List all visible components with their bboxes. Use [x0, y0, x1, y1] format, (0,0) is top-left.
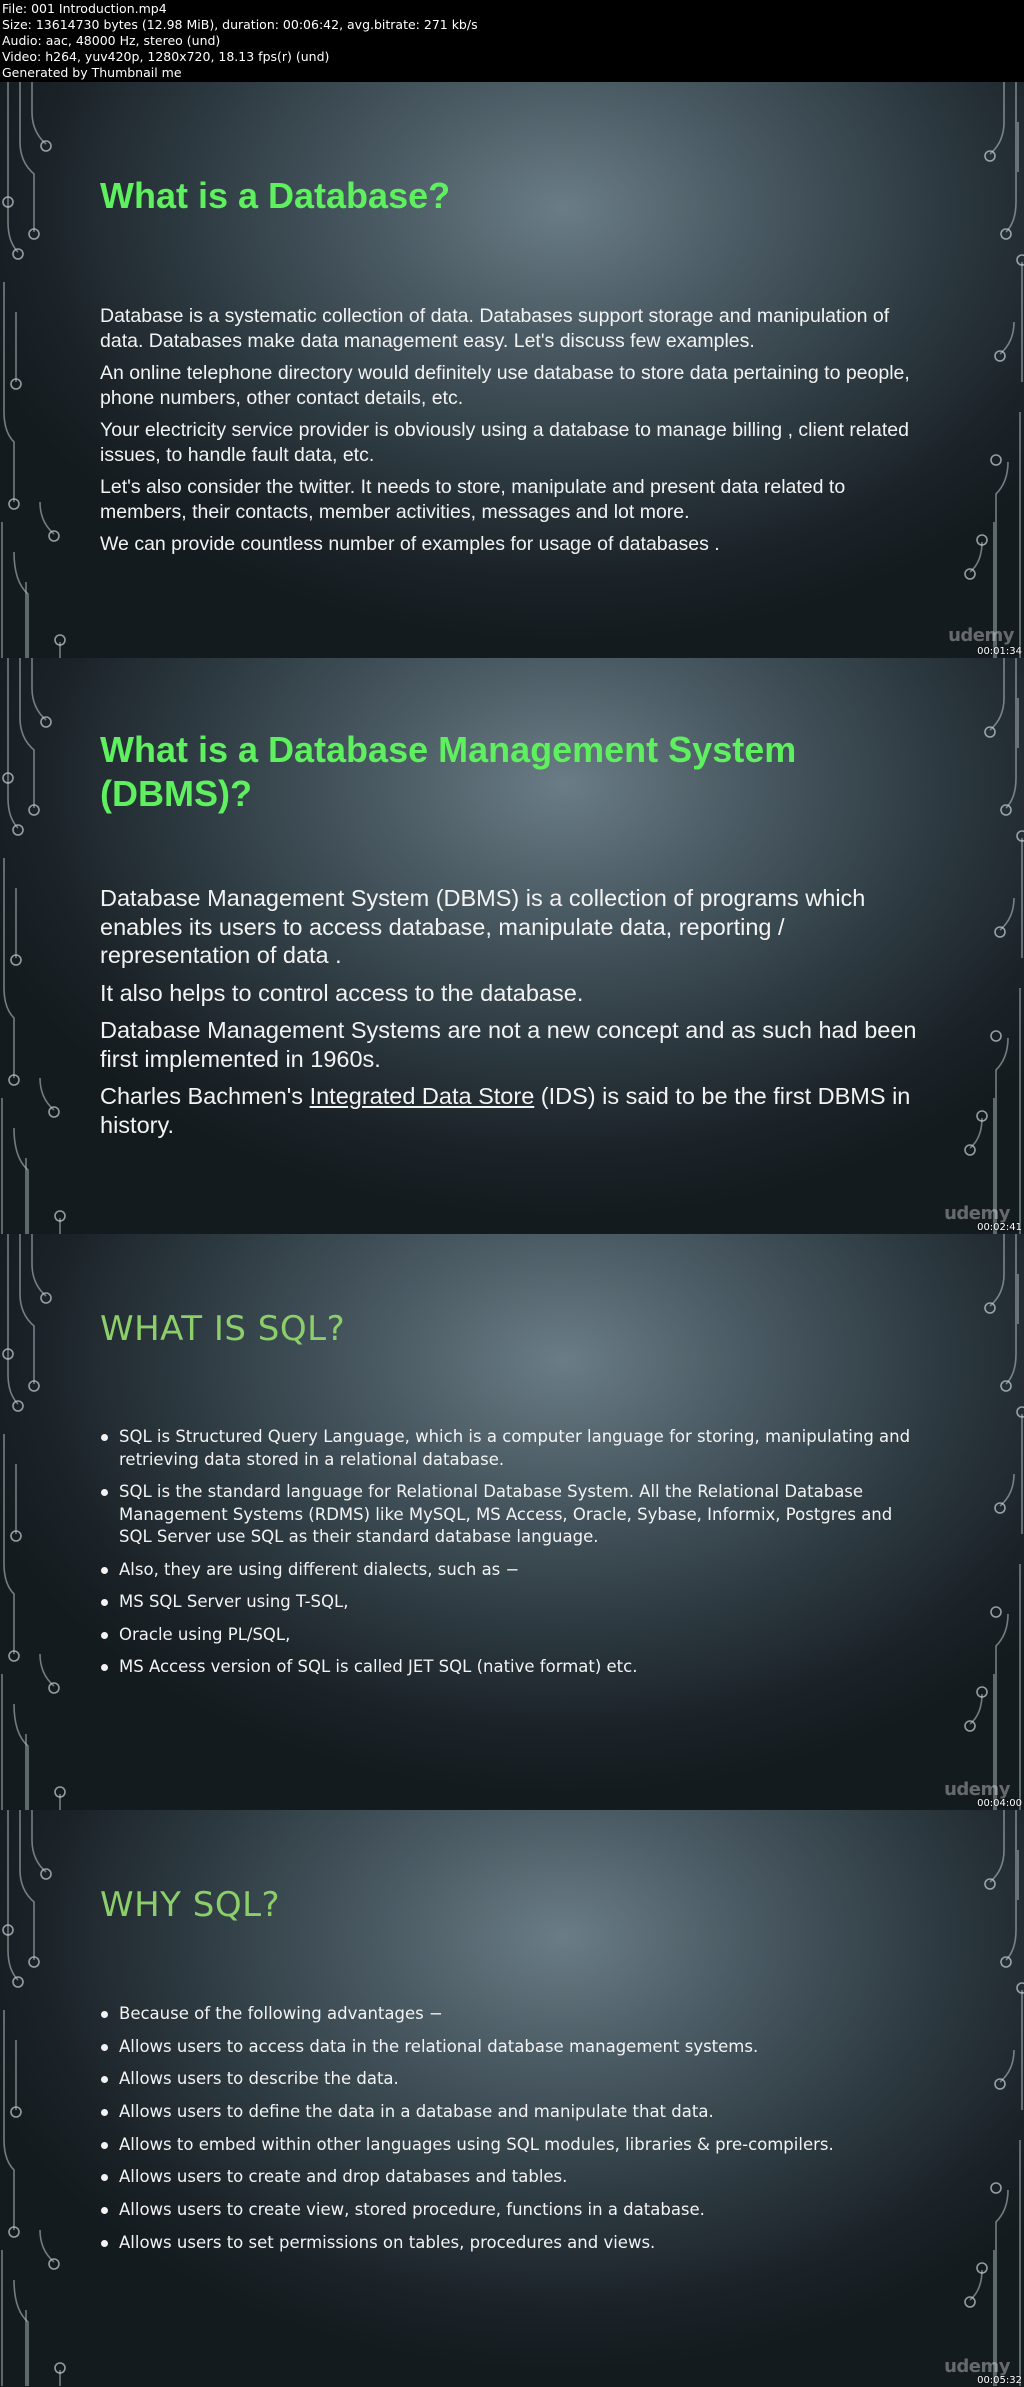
paragraph: An online telephone directory would definitely use database to store data pertaining to people, phone numbers, other contact details, etc.: [100, 362, 910, 409]
bullet-item: MS SQL Server using T-SQL,: [100, 1591, 930, 1614]
bullet-item: SQL is Structured Query Language, which is a computer language for storing, manipulating and retrieving data stored in a relational database.: [100, 1426, 930, 1471]
slide-title: What is a Database?: [100, 175, 451, 216]
bullet-item: Allows to embed within other languages using SQL modules, libraries & pre-compilers.: [100, 2134, 930, 2157]
audio-info-line: Audio: aac, 48000 Hz, stereo (und): [2, 33, 221, 48]
file-size-line: Size: 13614730 bytes (12.98 MiB), duration: 00:06:42, avg.bitrate: 271 kb/s: [2, 17, 478, 32]
file-name-line: File: 001 Introduction.mp4: [2, 1, 167, 16]
thumbnail-frame-2: [0, 658, 1024, 1234]
circuit-decoration-right: [934, 1810, 1024, 2386]
slide-title: What is a Database Management System (DBMS)?: [100, 729, 797, 814]
bullet-item: Allows users to describe the data.: [100, 2068, 930, 2091]
frame-timestamp: 00:05:32: [977, 2375, 1022, 2386]
paragraph: It also helps to control access to the database.: [100, 979, 584, 1006]
paragraph: Let's also consider the twitter. It needs to store, manipulate and present data related to members, their contacts, member activities, messages and lot more.: [100, 476, 846, 523]
bullet-item: Allows users to define the data in a database and manipulate that data.: [100, 2101, 930, 2124]
paragraph: [100, 1082, 930, 1139]
video-info-line: Video: h264, yuv420p, 1280x720, 18.13 fps(r) (und): [2, 49, 330, 64]
circuit-decoration-left: [0, 82, 90, 658]
paragraph: We can provide countless number of examples for usage of databases .: [100, 533, 720, 555]
generator-line: Generated by Thumbnail me: [2, 65, 182, 80]
thumbnail-frame-4: [0, 1810, 1024, 2387]
paragraph-prefix: Charles Bachmen's: [100, 1083, 310, 1109]
circuit-decoration-left: [0, 658, 90, 1234]
thumbnail-frame-3: [0, 1234, 1024, 1810]
slide-paragraphs: [100, 304, 930, 564]
bullet-item: SQL is the standard language for Relational Database System. All the Relational Database Management Systems (RDMS) like MySQL, MS Access, Oracle, Sybase, Informix, Postgres and SQL Server use SQL as their standard database language.: [100, 1481, 930, 1549]
slide-bullet-list: [100, 2003, 930, 2265]
slide-title: WHY SQL?: [100, 1885, 281, 1925]
slide-bullet-list: [100, 1426, 930, 1689]
paragraph: Database Management Systems are not a new concept and as such had been first implemented in 1960s.: [100, 1017, 917, 1072]
bullet-item: MS Access version of SQL is called JET SQL (native format) etc.: [100, 1656, 930, 1679]
bullet-item: Because of the following advantages −: [100, 2003, 930, 2026]
paragraph: Your electricity service provider is obviously using a database to manage billing , client related issues, to handle fault data, etc.: [100, 419, 909, 466]
slide-title: WHAT IS SQL?: [100, 1309, 346, 1349]
udemy-logo: udemy: [944, 2356, 1010, 2377]
paragraph: Database Management System (DBMS) is a collection of programs which enables its users to access database, manipulate data, reporting / representation of data .: [100, 885, 866, 968]
bullet-item: Oracle using PL/SQL,: [100, 1624, 930, 1647]
slide-paragraphs: [100, 884, 930, 1148]
bullet-item: Allows users to set permissions on tables, procedures and views.: [100, 2232, 930, 2255]
frame-timestamp: 00:04:00: [977, 1798, 1022, 1809]
frame-timestamp: 00:02:41: [977, 1222, 1022, 1233]
circuit-decoration-right: [934, 1234, 1024, 1810]
integrated-data-store-link[interactable]: Integrated Data Store: [309, 1083, 535, 1109]
thumbnail-frame-1: [0, 82, 1024, 658]
bullet-item: Allows users to create and drop databases and tables.: [100, 2166, 930, 2189]
udemy-logo: udemy: [948, 625, 1014, 646]
udemy-logo: udemy: [944, 1779, 1010, 1800]
circuit-decoration-left: [0, 1234, 90, 1810]
circuit-decoration-right: [934, 82, 1024, 658]
paragraph: Database is a systematic collection of data. Databases support storage and manipulation of data. Databases make data management easy. Let's discuss few examples.: [100, 305, 890, 352]
video-metadata-header: [0, 0, 1024, 82]
bullet-item: Allows users to access data in the relational database management systems.: [100, 2036, 930, 2059]
udemy-logo: udemy: [944, 1203, 1010, 1224]
bullet-item: Also, they are using different dialects, such as −: [100, 1559, 930, 1582]
paragraph-suffix: (IDS) is said to be the first DBMS in history.: [100, 1083, 911, 1138]
frame-timestamp: 00:01:34: [977, 646, 1022, 657]
circuit-decoration-right: [934, 658, 1024, 1234]
bullet-item: Allows users to create view, stored procedure, functions in a database.: [100, 2199, 930, 2222]
circuit-decoration-left: [0, 1810, 90, 2386]
